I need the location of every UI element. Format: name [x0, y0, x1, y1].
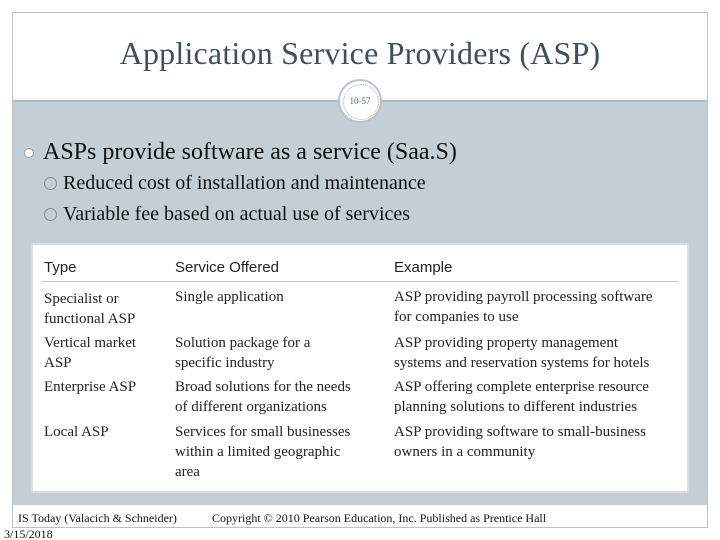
bullet-circle-icon [44, 177, 57, 190]
slide-title: Application Service Providers (ASP) [119, 35, 601, 71]
asp-types-table [32, 244, 688, 492]
slide-number: 10-57 [349, 96, 371, 106]
footer-date: 3/15/2018 [4, 527, 53, 540]
table-cell-example: ASP offering complete enterprise resource planning solutions to different industries [394, 379, 649, 415]
table-header-type: Type [44, 259, 77, 276]
sub-bullet-text: Reduced cost of installation and maintenance [63, 171, 426, 194]
table-cell-example: ASP providing property management systems and reservation systems for hotels [394, 335, 650, 371]
table-cell-type: Local ASP [44, 424, 109, 440]
table-header-service: Service Offered [175, 259, 279, 276]
table-cell-service: Solution package for a specific industry [175, 335, 311, 371]
sub-bullet-text: Variable fee based on actual use of services [63, 202, 411, 225]
table-cell-type: Vertical market ASP [44, 335, 137, 371]
main-bullet [24, 137, 457, 167]
footer-source: IS Today (Valacich & Schneider) [18, 511, 177, 525]
sub-bullet [44, 201, 410, 227]
bullet-dot-icon [24, 148, 34, 158]
table-cell-service: Broad solutions for the needs of different organizations [175, 379, 351, 415]
bullet-circle-icon [44, 208, 57, 221]
table-cell-type: Enterprise ASP [44, 379, 137, 395]
table-cell-type: Specialist or functional ASP [44, 291, 136, 327]
table-cell-service: Services for small businesses within a limited geographic area [175, 424, 351, 480]
sub-bullet [44, 170, 426, 196]
table-cell-example: ASP providing software to small-business owners in a community [394, 424, 646, 460]
footer-copyright: Copyright © 2010 Pearson Education, Inc. Published as Prentice Hall [212, 511, 547, 525]
main-bullet-text: ASPs provide software as a service (Saa.S) [43, 138, 457, 165]
table-cell-service: Single application [175, 289, 284, 305]
table-header-divider [41, 281, 679, 282]
table-header-example: Example [394, 259, 453, 276]
slide-number-badge [338, 79, 382, 123]
table-cell-example: ASP providing payroll processing software for companies to use [394, 289, 653, 325]
